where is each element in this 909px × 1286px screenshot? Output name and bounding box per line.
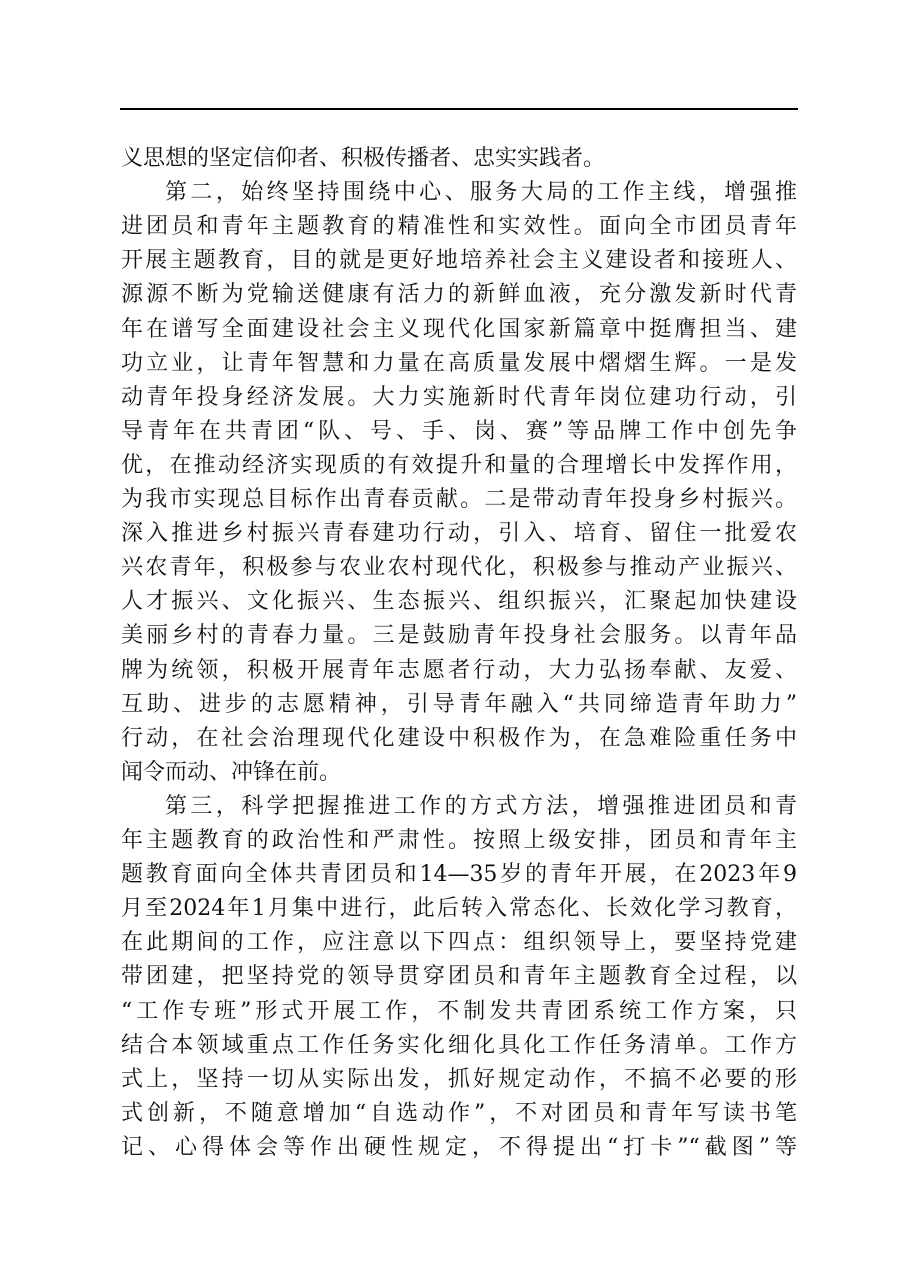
- text-line-15: 美丽乡村的青春力量。三是鼓励青年投身社会服务。以青年品: [121, 623, 797, 648]
- text-line-10: 优，在推动经济实现质的有效提升和量的合理增长中发挥作用，: [121, 453, 797, 478]
- text-line-13: 兴农青年，积极参与农业农村现代化，积极参与推动产业振兴、: [121, 555, 797, 580]
- text-line-5: 源源不断为党输送健康有活力的新鲜血液，充分激发新时代青: [121, 282, 797, 307]
- text-line-18: 行动，在社会治理现代化建设中积极作为，在急难险重任务中: [121, 726, 797, 751]
- text-line-20: 第三，科学把握推进工作的方式方法，增强推进团员和青: [165, 794, 797, 819]
- text-line-12: 深入推进乡村振兴青春建功行动，引入、培育、留住一批爱农: [121, 521, 797, 546]
- text-line-14: 人才振兴、文化振兴、生态振兴、组织振兴，汇聚起加快建设: [121, 589, 797, 614]
- text-line-1: 义思想的坚定信仰者、积极传播者、忠实实践者。: [121, 146, 606, 171]
- text-line-30: 记、心得体会等作出硬性规定，不得提出“打卡”“截图”等: [121, 1135, 797, 1160]
- text-line-28: 式上，坚持一切从实际出发，抓好规定动作，不搞不必要的形: [121, 1067, 797, 1092]
- text-line-7: 功立业，让青年智慧和力量在高质量发展中熠熠生辉。一是发: [121, 351, 797, 376]
- text-line-24: 在此期间的工作，应注意以下四点：组织领导上，要坚持党建: [121, 930, 797, 955]
- text-line-6: 年在谱写全面建设社会主义现代化国家新篇章中挺膺担当、建: [121, 317, 797, 342]
- text-line-9: 导青年在共青团“队、号、手、岗、赛”等品牌工作中创先争: [121, 419, 797, 444]
- text-line-26: “工作专班”形式开展工作，不制发共青团系统工作方案，只: [121, 999, 797, 1024]
- text-line-2: 第二，始终坚持围绕中心、服务大局的工作主线，增强推: [165, 180, 797, 205]
- text-line-29: 式创新，不随意增加“自选动作”，不对团员和青年写读书笔: [121, 1101, 797, 1126]
- text-line-27: 结合本领域重点工作任务实化细化具化工作任务清单。工作方: [121, 1033, 797, 1058]
- header-rule: [120, 108, 798, 110]
- text-line-11: 为我市实现总目标作出青春贡献。二是带动青年投身乡村振兴。: [121, 487, 797, 512]
- text-line-22: 题教育面向全体共青团员和14—35岁的青年开展，在2023年9: [121, 862, 797, 887]
- text-line-8: 动青年投身经济发展。大力实施新时代青年岗位建功行动，引: [121, 385, 797, 410]
- text-line-25: 带团建，把坚持党的领导贯穿团员和青年主题教育全过程，以: [121, 964, 797, 989]
- text-line-4: 开展主题教育，目的就是更好地培养社会主义建设者和接班人、: [121, 248, 797, 273]
- text-line-17: 互助、进步的志愿精神，引导青年融入“共同缔造青年助力”: [121, 692, 797, 717]
- text-line-21: 年主题教育的政治性和严肃性。按照上级安排，团员和青年主: [121, 828, 797, 853]
- text-line-16: 牌为统领，积极开展青年志愿者行动，大力弘扬奉献、友爱、: [121, 658, 797, 683]
- text-line-23: 月至2024年1月集中进行，此后转入常态化、长效化学习教育，: [121, 896, 797, 921]
- text-line-19: 闻令而动、冲锋在前。: [121, 760, 342, 785]
- text-line-3: 进团员和青年主题教育的精准性和实效性。面向全市团员青年: [121, 214, 797, 239]
